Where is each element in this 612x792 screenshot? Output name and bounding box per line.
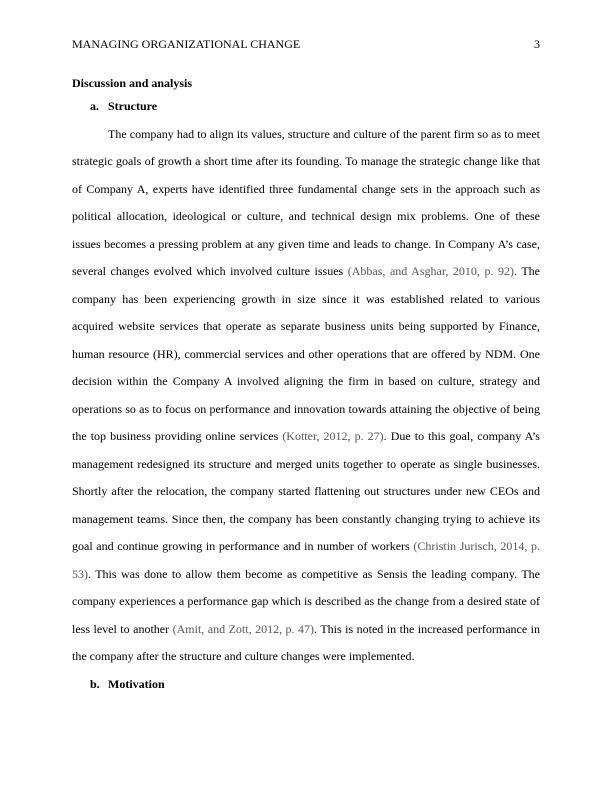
paragraph-line: [72, 313, 540, 341]
paragraph-line: [72, 588, 540, 616]
document-body: [72, 73, 540, 698]
paragraph-line: [72, 148, 540, 176]
paragraph-line: [72, 176, 540, 204]
paragraph-line: [72, 341, 540, 369]
paragraph-line: [72, 451, 540, 479]
subsection-heading-motivation: [72, 671, 540, 699]
citation: 53): [72, 566, 88, 581]
subsection-title: Motivation: [108, 676, 165, 691]
text-run: company has been experiencing growth in size since it was established related to various: [72, 291, 540, 306]
body-paragraph: [72, 121, 540, 671]
paragraph-line: [72, 368, 540, 396]
subsection-marker: a.: [90, 99, 99, 113]
text-run: issues becomes a pressing problem at any given time and leads to change. In Company A’s case,: [72, 236, 540, 251]
paragraph-line: [72, 616, 540, 644]
text-run: . This was done to allow them become as competitive as Sensis the leading company. The: [88, 566, 540, 581]
text-run: of Company A, experts have identified three fundamental change sets in the approach such as: [72, 181, 540, 196]
text-run: human resource (HR), commercial services and other operations that are offered by NDM. One: [72, 346, 540, 361]
text-run: . The: [514, 264, 540, 278]
text-run: The company had to align its values, structure and culture of the parent firm so as to meet: [108, 126, 540, 141]
text-run: Shortly after the relocation, the company started flattening out structures under new CEOs and: [72, 484, 540, 498]
text-run: management redesigned its structure and merged units together to operate as single businesses.: [72, 456, 540, 471]
paragraph-line: [72, 203, 540, 231]
text-run: several changes evolved which involved culture issues: [72, 264, 348, 278]
text-run: company experiences a performance gap which is described as the change from a desired state of: [72, 594, 540, 608]
subsection-heading-structure: [72, 93, 540, 121]
text-run: operations so as to focus on performance and innovation towards attaining the objective of being: [72, 401, 540, 416]
citation: (Christin Jurisch, 2014, p.: [413, 539, 540, 553]
text-run: decision within the Company A involved aligning the firm in based on culture, strategy and: [72, 374, 540, 388]
citation: (Amit, and Zott, 2012, p. 47): [172, 621, 315, 636]
page-number: 3: [534, 37, 540, 51]
section-heading: Discussion and analysis: [72, 76, 193, 90]
paragraph-line: [72, 258, 540, 286]
running-head: MANAGING ORGANIZATIONAL CHANGE: [72, 37, 301, 51]
text-run: . Due to this goal, company A’s: [383, 429, 540, 443]
citation: (Kotter, 2012, p. 27): [282, 429, 384, 443]
paragraph-line: [72, 423, 540, 451]
paragraph-line: [72, 478, 540, 506]
citation: (Abbas, and Asghar, 2010, p. 92): [347, 264, 515, 278]
paragraph-line: [72, 533, 540, 561]
paragraph-line: [72, 231, 540, 259]
text-run: less level to another: [72, 621, 173, 636]
text-run: strategic goals of growth a short time after its founding. To manage the strategic change like that: [72, 154, 540, 168]
subsection-title: Structure: [108, 99, 158, 113]
paragraph-line: [72, 561, 540, 589]
paragraph-line: [72, 286, 540, 314]
text-run: the top business providing online services: [72, 429, 283, 443]
paragraph-line: [72, 506, 540, 534]
paragraph-line: [72, 396, 540, 424]
text-run: . This is noted in the increased performance in: [314, 621, 540, 636]
text-run: political allocation, ideological or culture, and technical design mix problems. One of these: [72, 209, 540, 223]
text-run: management teams. Since then, the company has been constantly changing trying to achieve its: [72, 511, 540, 526]
paragraph-line: [72, 643, 540, 671]
text-run: the company after the structure and culture changes were implemented.: [72, 649, 415, 663]
page-header: [72, 36, 540, 52]
text-run: goal and continue growing in performance and in number of workers: [72, 539, 414, 553]
paragraph-line: [72, 121, 540, 149]
text-run: acquired website services that operate as separate business units being supported by Finance,: [72, 319, 540, 333]
subsection-marker: b.: [90, 676, 100, 691]
